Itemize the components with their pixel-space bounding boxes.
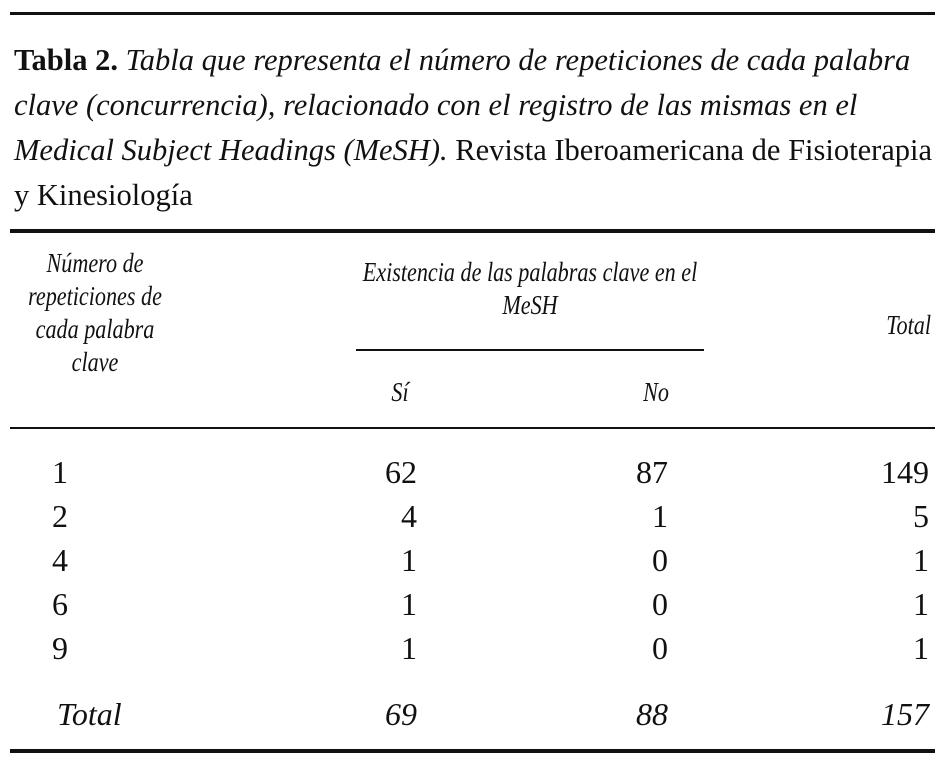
cell-total: 1 <box>913 542 929 578</box>
header-si: Sí <box>391 377 409 407</box>
cell-si: 62 <box>385 454 417 490</box>
cell-repetitions: 4 <box>52 542 68 578</box>
header-span-rule <box>356 349 704 351</box>
cell-total: 1 <box>913 586 929 622</box>
table-row <box>0 582 949 626</box>
caption-title: Tabla que representa el número de repeticiones de cada palabra clave (concurrencia), relacionado con el registro de las mismas en el Medical Subject Headings (MeSH). <box>14 43 911 167</box>
cell-total: 5 <box>913 498 929 534</box>
table-bottom-rule <box>10 749 935 753</box>
cell-no: 0 <box>652 542 668 578</box>
caption-journal: Revista Iberoamericana de Fisioterapia y Kinesiología <box>14 133 933 212</box>
table-row <box>0 450 949 494</box>
total-si: 69 <box>385 696 417 732</box>
table-caption <box>14 38 934 218</box>
cell-total: 1 <box>913 630 929 666</box>
cell-si: 4 <box>401 498 417 534</box>
header-existence-mesh: Existencia de las palabras clave en el MeSH <box>362 257 698 320</box>
table-row <box>0 494 949 538</box>
header-no: No <box>643 377 669 407</box>
header-repetitions: Número de repeticiones de cada palabra clave <box>28 248 162 377</box>
cell-repetitions: 2 <box>52 498 68 534</box>
total-row-label: Total <box>57 696 122 732</box>
cell-no: 0 <box>652 586 668 622</box>
cell-repetitions: 1 <box>52 454 68 490</box>
table-row <box>0 626 949 670</box>
cell-repetitions: 9 <box>52 630 68 666</box>
cell-no: 87 <box>636 454 668 490</box>
table-row <box>0 538 949 582</box>
cell-si: 1 <box>401 542 417 578</box>
caption-label: Tabla 2. <box>14 43 118 77</box>
cell-no: 1 <box>652 498 668 534</box>
top-rule <box>10 12 935 15</box>
cell-repetitions: 6 <box>52 586 68 622</box>
total-no: 88 <box>636 696 668 732</box>
header-total: Total <box>886 310 931 340</box>
cell-total: 149 <box>881 454 929 490</box>
table-total-row <box>0 692 949 736</box>
total-total: 157 <box>881 696 929 732</box>
cell-si: 1 <box>401 586 417 622</box>
header-bottom-rule <box>10 427 935 429</box>
cell-no: 0 <box>652 630 668 666</box>
cell-si: 1 <box>401 630 417 666</box>
table-top-rule <box>10 229 935 233</box>
